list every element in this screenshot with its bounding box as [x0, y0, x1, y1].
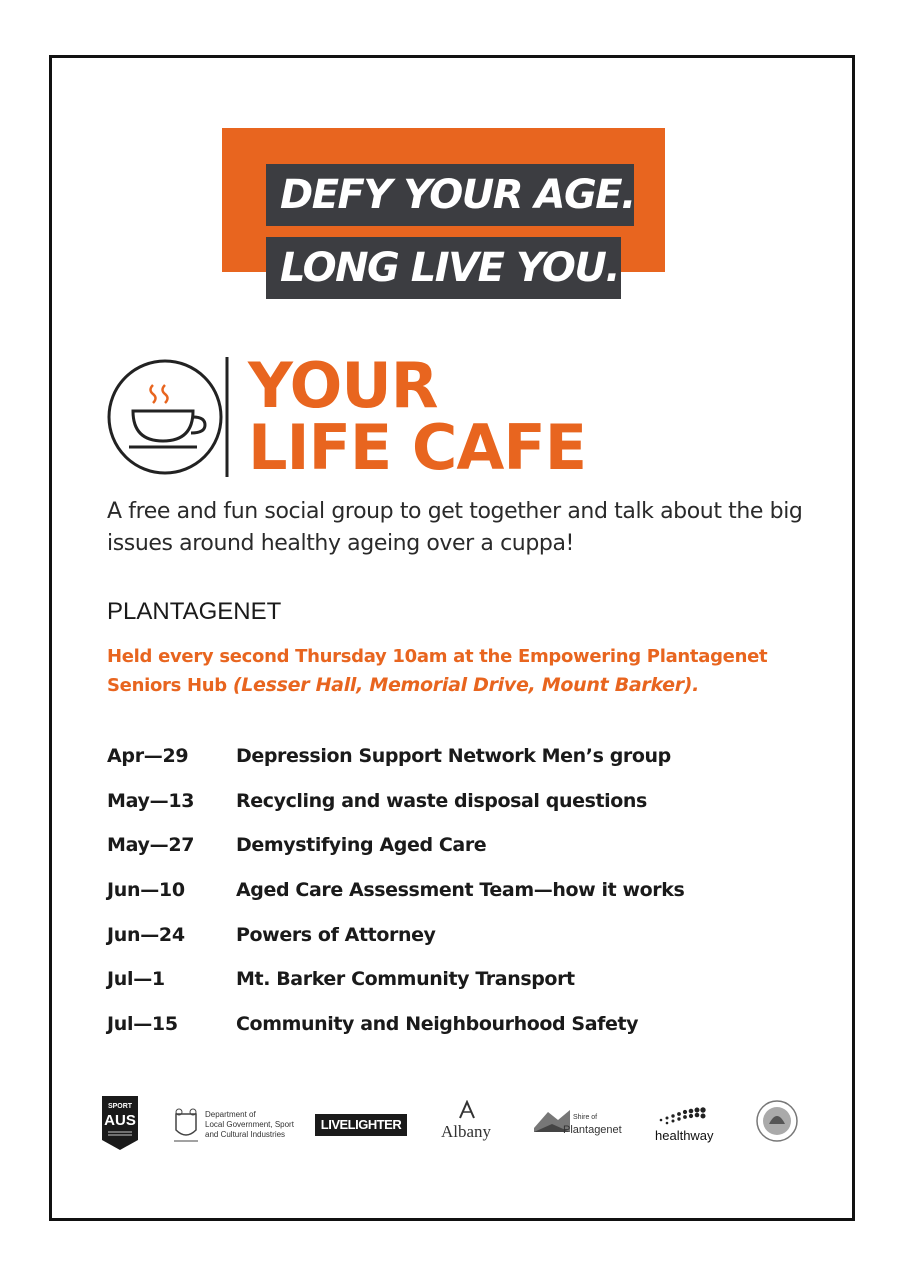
- coffee-cup-icon: [105, 355, 235, 480]
- tagline: A free and fun social group to get together and talk about the big issues around healthy ageing over a cuppa!: [107, 499, 803, 556]
- cafe-title-line-2: LIFE CAFE: [248, 411, 587, 484]
- albany-logo: Albany: [441, 1122, 492, 1141]
- plantagenet-logo: Plantagenet: [563, 1124, 622, 1136]
- dlgsc-line-2: Local Government, Sport: [205, 1120, 294, 1129]
- dlgsc-line-1: Department of: [205, 1110, 256, 1119]
- location-heading: PLANTAGENET: [107, 598, 282, 625]
- schedule-date: May—13: [107, 789, 195, 812]
- healthway-logo: healthway: [655, 1128, 714, 1143]
- sport-aus-logo: [100, 1094, 140, 1152]
- plantagenet-small-text: Shire of: [573, 1114, 598, 1121]
- schedule-date: Jul—15: [107, 1013, 178, 1036]
- cafe-title: [248, 349, 587, 484]
- community-seal-icon: [755, 1096, 799, 1146]
- schedule-topic: Recycling and waste disposal questions: [236, 789, 647, 812]
- schedule-list: [107, 742, 807, 1055]
- cafe-title-line-1: YOUR: [248, 349, 438, 422]
- schedule-topic: Aged Care Assessment Team—how it works: [236, 879, 685, 902]
- schedule-row: [107, 921, 807, 966]
- schedule-date: Apr—29: [107, 745, 189, 767]
- schedule-row: [107, 1010, 807, 1055]
- schedule-topic: Depression Support Network Men’s group: [236, 745, 671, 767]
- schedule-row: [107, 876, 807, 921]
- sport-aus-top-text: SPORT: [107, 1103, 133, 1110]
- schedule-topic: Mt. Barker Community Transport: [236, 968, 575, 991]
- banner-line-2: LONG LIVE YOU.: [266, 237, 621, 299]
- held-text: Held every second Thursday 10am at the Empowering Plantagenet Seniors Hub: [107, 646, 768, 696]
- dlgsc-line-3: and Cultural Industries: [205, 1130, 286, 1139]
- schedule-date: May—27: [107, 834, 195, 857]
- schedule-row: [107, 831, 807, 876]
- schedule-date: Jul—1: [107, 968, 165, 991]
- schedule-date: Jun—24: [107, 923, 185, 946]
- livelighter-logo: LIVELIGHTER: [315, 1114, 407, 1136]
- wa-crest-icon: [171, 1106, 201, 1146]
- healthway-dots-icon: [655, 1104, 711, 1126]
- sponsor-logos: [95, 1090, 815, 1160]
- schedule-date: Jun—10: [107, 879, 185, 902]
- schedule-topic: Community and Neighbourhood Safety: [236, 1013, 639, 1036]
- sport-aus-main-text: AUS: [104, 1112, 136, 1129]
- albany-icon: [457, 1100, 477, 1120]
- held-venue: (Lesser Hall, Memorial Drive, Mount Barker).: [232, 674, 700, 696]
- schedule-row: [107, 742, 807, 787]
- schedule-topic: Demystifying Aged Care: [236, 834, 487, 857]
- schedule-row: [107, 965, 807, 1010]
- dlgsc-logo: [205, 1110, 294, 1140]
- schedule-row: [107, 787, 807, 832]
- held-details: [107, 642, 827, 700]
- banner-line-1: DEFY YOUR AGE.: [266, 164, 634, 226]
- schedule-topic: Powers of Attorney: [236, 923, 436, 946]
